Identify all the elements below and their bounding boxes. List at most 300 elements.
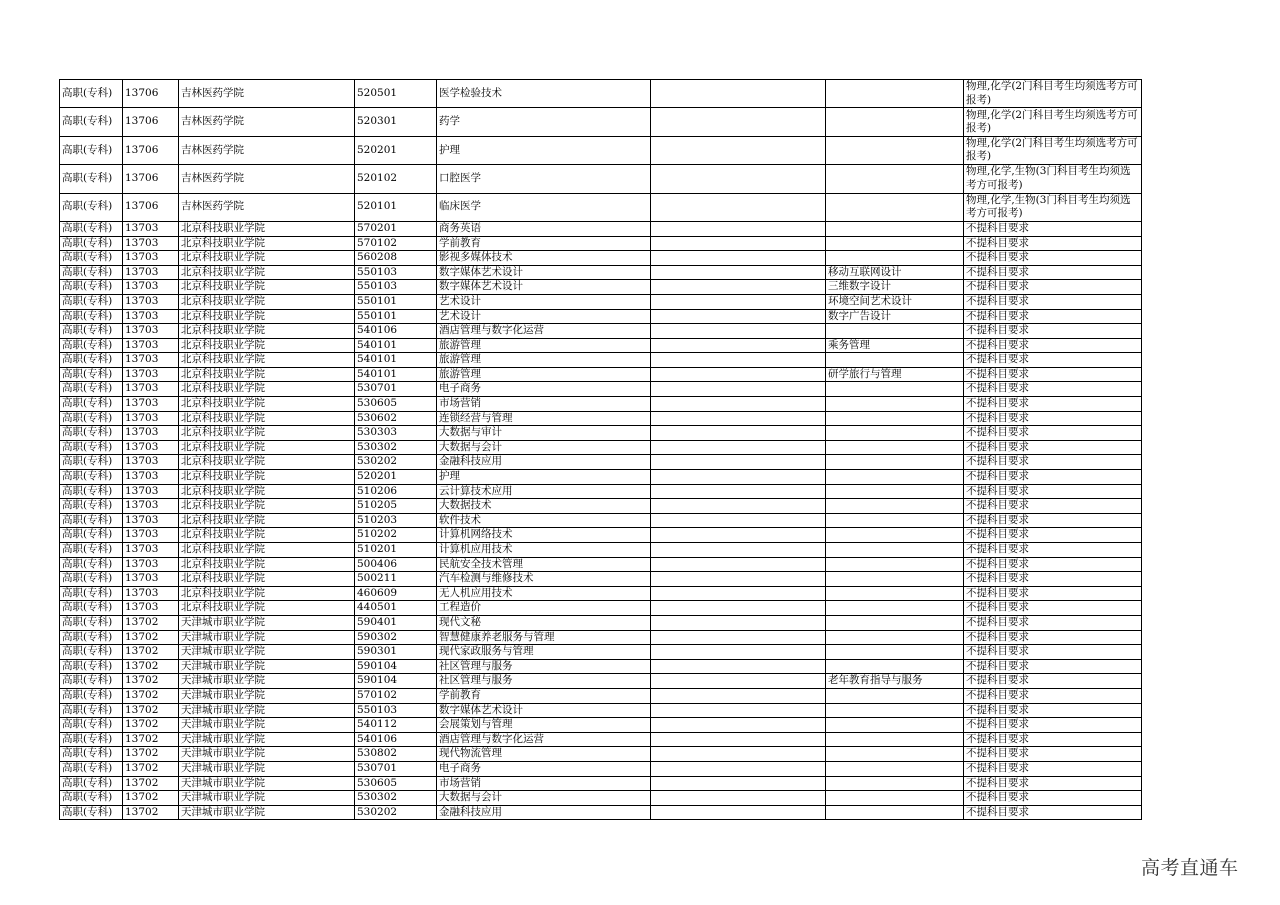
school-code-cell: 13703 [123,338,179,353]
subject-requirement-cell: 不提科目要求 [964,557,1142,572]
school-code-cell: 13703 [123,440,179,455]
school-code-cell: 13703 [123,470,179,485]
school-code-cell: 13703 [123,221,179,236]
major-name-cell: 连锁经营与管理 [437,411,651,426]
table-row [60,528,1142,543]
level-cell: 高职(专科) [60,353,123,368]
level-cell: 高职(专科) [60,572,123,587]
major-code-cell: 550103 [355,703,437,718]
table-row [60,236,1142,251]
school-code-cell: 13703 [123,367,179,382]
school-name-cell: 天津城市职业学院 [179,732,355,747]
extra-cell [651,136,826,164]
extra-cell [651,309,826,324]
level-cell: 高职(专科) [60,108,123,136]
major-code-cell: 500211 [355,572,437,587]
major-name-cell: 金融科技应用 [437,805,651,820]
direction-cell [826,499,964,514]
extra-cell [651,718,826,733]
level-cell: 高职(专科) [60,528,123,543]
major-code-cell: 520102 [355,165,437,193]
level-cell: 高职(专科) [60,630,123,645]
school-code-cell: 13703 [123,557,179,572]
major-name-cell: 计算机网络技术 [437,528,651,543]
level-cell: 高职(专科) [60,440,123,455]
level-cell: 高职(专科) [60,805,123,820]
extra-cell [651,557,826,572]
major-name-cell: 大数据技术 [437,499,651,514]
subject-requirement-cell: 不提科目要求 [964,455,1142,470]
major-name-cell: 艺术设计 [437,294,651,309]
major-code-cell: 540101 [355,367,437,382]
major-name-cell: 影视多媒体技术 [437,251,651,266]
major-name-cell: 现代家政服务与管理 [437,645,651,660]
school-code-cell: 13703 [123,586,179,601]
school-code-cell: 13703 [123,324,179,339]
direction-cell: 乘务管理 [826,338,964,353]
major-code-cell: 550103 [355,280,437,295]
school-name-cell: 北京科技职业学院 [179,484,355,499]
major-name-cell: 数字媒体艺术设计 [437,280,651,295]
school-name-cell: 北京科技职业学院 [179,572,355,587]
school-code-cell: 13703 [123,484,179,499]
major-code-cell: 510201 [355,543,437,558]
subject-requirement-cell: 不提科目要求 [964,309,1142,324]
school-code-cell: 13702 [123,630,179,645]
major-code-cell: 530802 [355,747,437,762]
school-code-cell: 13703 [123,236,179,251]
level-cell: 高职(专科) [60,470,123,485]
school-name-cell: 天津城市职业学院 [179,688,355,703]
level-cell: 高职(专科) [60,265,123,280]
subject-requirement-cell: 不提科目要求 [964,659,1142,674]
major-code-cell: 530605 [355,397,437,412]
level-cell: 高职(专科) [60,426,123,441]
subject-requirement-cell: 物理,化学(2门科目考生均须选考方可报考) [964,80,1142,108]
school-name-cell: 北京科技职业学院 [179,397,355,412]
level-cell: 高职(专科) [60,499,123,514]
school-code-cell: 13703 [123,499,179,514]
level-cell: 高职(专科) [60,309,123,324]
major-code-cell: 530302 [355,791,437,806]
major-name-cell: 社区管理与服务 [437,674,651,689]
direction-cell [826,615,964,630]
level-cell: 高职(专科) [60,703,123,718]
subject-requirement-cell: 不提科目要求 [964,528,1142,543]
subject-requirement-cell: 不提科目要求 [964,484,1142,499]
direction-cell [826,805,964,820]
level-cell: 高职(专科) [60,236,123,251]
major-name-cell: 汽车检测与维修技术 [437,572,651,587]
major-name-cell: 医学检验技术 [437,80,651,108]
extra-cell [651,732,826,747]
table-row [60,645,1142,660]
extra-cell [651,586,826,601]
school-code-cell: 13706 [123,80,179,108]
direction-cell [826,659,964,674]
school-code-cell: 13703 [123,455,179,470]
school-code-cell: 13703 [123,294,179,309]
school-name-cell: 北京科技职业学院 [179,367,355,382]
school-code-cell: 13703 [123,353,179,368]
direction-cell [826,236,964,251]
direction-cell [826,776,964,791]
direction-cell [826,136,964,164]
level-cell: 高职(专科) [60,543,123,558]
subject-requirement-cell: 不提科目要求 [964,236,1142,251]
school-name-cell: 北京科技职业学院 [179,294,355,309]
major-code-cell: 530202 [355,455,437,470]
school-code-cell: 13703 [123,528,179,543]
direction-cell [826,251,964,266]
table-row [60,426,1142,441]
extra-cell [651,601,826,616]
direction-cell [826,601,964,616]
major-code-cell: 510203 [355,513,437,528]
school-name-cell: 天津城市职业学院 [179,674,355,689]
subject-requirement-cell: 不提科目要求 [964,645,1142,660]
extra-cell [651,484,826,499]
school-name-cell: 北京科技职业学院 [179,426,355,441]
major-code-cell: 530202 [355,805,437,820]
major-code-cell: 540106 [355,732,437,747]
school-code-cell: 13702 [123,674,179,689]
extra-cell [651,338,826,353]
table-row [60,367,1142,382]
major-code-cell: 530602 [355,411,437,426]
major-name-cell: 艺术设计 [437,309,651,324]
extra-cell [651,572,826,587]
table-row [60,732,1142,747]
subject-requirement-cell: 不提科目要求 [964,280,1142,295]
direction-cell: 老年教育指导与服务 [826,674,964,689]
table-row [60,265,1142,280]
school-code-cell: 13703 [123,426,179,441]
school-name-cell: 北京科技职业学院 [179,543,355,558]
direction-cell: 三维数字设计 [826,280,964,295]
subject-requirement-cell: 不提科目要求 [964,513,1142,528]
school-name-cell: 吉林医药学院 [179,136,355,164]
school-name-cell: 北京科技职业学院 [179,557,355,572]
school-name-cell: 北京科技职业学院 [179,499,355,514]
school-code-cell: 13703 [123,309,179,324]
level-cell: 高职(专科) [60,484,123,499]
school-name-cell: 天津城市职业学院 [179,615,355,630]
table-row [60,499,1142,514]
table-row [60,557,1142,572]
school-code-cell: 13703 [123,543,179,558]
level-cell: 高职(专科) [60,221,123,236]
major-code-cell: 540112 [355,718,437,733]
subject-requirement-cell: 不提科目要求 [964,251,1142,266]
table-row [60,294,1142,309]
subject-requirement-cell: 不提科目要求 [964,615,1142,630]
extra-cell [651,265,826,280]
major-name-cell: 市场营销 [437,776,651,791]
school-name-cell: 吉林医药学院 [179,193,355,221]
level-cell: 高职(专科) [60,324,123,339]
extra-cell [651,630,826,645]
level-cell: 高职(专科) [60,382,123,397]
table-row [60,165,1142,193]
table-row [60,324,1142,339]
major-name-cell: 现代物流管理 [437,747,651,762]
school-code-cell: 13706 [123,108,179,136]
table-row [60,601,1142,616]
major-name-cell: 数字媒体艺术设计 [437,703,651,718]
level-cell: 高职(专科) [60,367,123,382]
table-row [60,193,1142,221]
level-cell: 高职(专科) [60,136,123,164]
table-row [60,470,1142,485]
extra-cell [651,703,826,718]
table-row [60,80,1142,108]
subject-requirement-cell: 不提科目要求 [964,411,1142,426]
school-code-cell: 13702 [123,615,179,630]
subject-requirement-cell: 不提科目要求 [964,601,1142,616]
major-code-cell: 540106 [355,324,437,339]
table-row [60,136,1142,164]
major-code-cell: 510202 [355,528,437,543]
major-code-cell: 460609 [355,586,437,601]
major-name-cell: 智慧健康养老服务与管理 [437,630,651,645]
level-cell: 高职(专科) [60,732,123,747]
school-name-cell: 天津城市职业学院 [179,805,355,820]
subject-requirement-cell: 不提科目要求 [964,718,1142,733]
direction-cell [826,761,964,776]
direction-cell [826,353,964,368]
level-cell: 高职(专科) [60,659,123,674]
level-cell: 高职(专科) [60,761,123,776]
school-name-cell: 北京科技职业学院 [179,251,355,266]
extra-cell [651,688,826,703]
direction-cell [826,470,964,485]
extra-cell [651,543,826,558]
direction-cell [826,80,964,108]
school-name-cell: 吉林医药学院 [179,165,355,193]
direction-cell [826,688,964,703]
extra-cell [651,761,826,776]
subject-requirement-cell: 不提科目要求 [964,674,1142,689]
table-row [60,805,1142,820]
extra-cell [651,440,826,455]
major-name-cell: 学前教育 [437,236,651,251]
direction-cell [826,221,964,236]
direction-cell [826,586,964,601]
school-code-cell: 13706 [123,165,179,193]
admission-requirements-table [59,79,1142,820]
school-name-cell: 北京科技职业学院 [179,353,355,368]
major-name-cell: 软件技术 [437,513,651,528]
level-cell: 高职(专科) [60,615,123,630]
major-code-cell: 570102 [355,688,437,703]
subject-requirement-cell: 物理,化学,生物(3门科目考生均须选考方可报考) [964,193,1142,221]
table-row [60,411,1142,426]
major-name-cell: 工程造价 [437,601,651,616]
school-code-cell: 13702 [123,718,179,733]
school-code-cell: 13703 [123,280,179,295]
table-row [60,221,1142,236]
table-row [60,309,1142,324]
level-cell: 高职(专科) [60,455,123,470]
school-code-cell: 13703 [123,411,179,426]
extra-cell [651,513,826,528]
level-cell: 高职(专科) [60,165,123,193]
extra-cell [651,324,826,339]
extra-cell [651,499,826,514]
subject-requirement-cell: 不提科目要求 [964,265,1142,280]
major-name-cell: 无人机应用技术 [437,586,651,601]
school-code-cell: 13703 [123,397,179,412]
major-name-cell: 酒店管理与数字化运营 [437,324,651,339]
major-code-cell: 550103 [355,265,437,280]
school-name-cell: 北京科技职业学院 [179,280,355,295]
extra-cell [651,382,826,397]
level-cell: 高职(专科) [60,645,123,660]
subject-requirement-cell: 不提科目要求 [964,367,1142,382]
school-name-cell: 北京科技职业学院 [179,309,355,324]
school-code-cell: 13706 [123,136,179,164]
direction-cell [826,513,964,528]
extra-cell [651,659,826,674]
extra-cell [651,411,826,426]
major-code-cell: 520501 [355,80,437,108]
level-cell: 高职(专科) [60,251,123,266]
extra-cell [651,470,826,485]
subject-requirement-cell: 物理,化学,生物(3门科目考生均须选考方可报考) [964,165,1142,193]
level-cell: 高职(专科) [60,557,123,572]
level-cell: 高职(专科) [60,513,123,528]
major-name-cell: 大数据与审计 [437,426,651,441]
major-code-cell: 590401 [355,615,437,630]
direction-cell [826,572,964,587]
school-code-cell: 13703 [123,601,179,616]
major-code-cell: 590302 [355,630,437,645]
table-row [60,440,1142,455]
extra-cell [651,397,826,412]
direction-cell [826,382,964,397]
level-cell: 高职(专科) [60,193,123,221]
major-code-cell: 550101 [355,309,437,324]
subject-requirement-cell: 不提科目要求 [964,382,1142,397]
major-code-cell: 530605 [355,776,437,791]
direction-cell [826,165,964,193]
extra-cell [651,805,826,820]
direction-cell [826,645,964,660]
school-name-cell: 天津城市职业学院 [179,776,355,791]
school-name-cell: 北京科技职业学院 [179,440,355,455]
school-code-cell: 13702 [123,776,179,791]
major-name-cell: 民航安全技术管理 [437,557,651,572]
subject-requirement-cell: 不提科目要求 [964,353,1142,368]
subject-requirement-cell: 物理,化学(2门科目考生均须选考方可报考) [964,108,1142,136]
school-name-cell: 北京科技职业学院 [179,455,355,470]
major-code-cell: 510206 [355,484,437,499]
table-row [60,674,1142,689]
major-code-cell: 550101 [355,294,437,309]
major-code-cell: 590104 [355,659,437,674]
direction-cell [826,732,964,747]
table-row [60,688,1142,703]
subject-requirement-cell: 不提科目要求 [964,630,1142,645]
extra-cell [651,426,826,441]
subject-requirement-cell: 不提科目要求 [964,703,1142,718]
major-name-cell: 电子商务 [437,382,651,397]
subject-requirement-cell: 不提科目要求 [964,732,1142,747]
major-code-cell: 530701 [355,761,437,776]
extra-cell [651,108,826,136]
major-code-cell: 500406 [355,557,437,572]
subject-requirement-cell: 不提科目要求 [964,805,1142,820]
major-code-cell: 560208 [355,251,437,266]
major-name-cell: 护理 [437,470,651,485]
level-cell: 高职(专科) [60,411,123,426]
subject-requirement-cell: 不提科目要求 [964,499,1142,514]
direction-cell [826,557,964,572]
subject-requirement-cell: 不提科目要求 [964,543,1142,558]
school-code-cell: 13703 [123,572,179,587]
major-name-cell: 会展策划与管理 [437,718,651,733]
major-name-cell: 大数据与会计 [437,791,651,806]
table-row [60,747,1142,762]
major-code-cell: 510205 [355,499,437,514]
table-row [60,630,1142,645]
direction-cell [826,791,964,806]
extra-cell [651,776,826,791]
direction-cell: 环境空间艺术设计 [826,294,964,309]
table-row [60,586,1142,601]
school-code-cell: 13703 [123,251,179,266]
level-cell: 高职(专科) [60,397,123,412]
level-cell: 高职(专科) [60,294,123,309]
school-name-cell: 北京科技职业学院 [179,338,355,353]
direction-cell [826,193,964,221]
school-code-cell: 13703 [123,513,179,528]
major-name-cell: 旅游管理 [437,353,651,368]
direction-cell [826,411,964,426]
level-cell: 高职(专科) [60,747,123,762]
subject-requirement-cell: 不提科目要求 [964,440,1142,455]
school-name-cell: 北京科技职业学院 [179,470,355,485]
subject-requirement-cell: 不提科目要求 [964,338,1142,353]
school-name-cell: 北京科技职业学院 [179,586,355,601]
direction-cell [826,747,964,762]
school-code-cell: 13702 [123,703,179,718]
school-name-cell: 天津城市职业学院 [179,659,355,674]
table-row [60,572,1142,587]
school-code-cell: 13702 [123,732,179,747]
extra-cell [651,747,826,762]
table-row [60,513,1142,528]
major-name-cell: 商务英语 [437,221,651,236]
direction-cell [826,484,964,499]
table-row [60,776,1142,791]
major-code-cell: 570201 [355,221,437,236]
level-cell: 高职(专科) [60,718,123,733]
subject-requirement-cell: 不提科目要求 [964,397,1142,412]
major-name-cell: 数字媒体艺术设计 [437,265,651,280]
level-cell: 高职(专科) [60,776,123,791]
level-cell: 高职(专科) [60,601,123,616]
direction-cell [826,543,964,558]
subject-requirement-cell: 不提科目要求 [964,572,1142,587]
major-name-cell: 大数据与会计 [437,440,651,455]
school-code-cell: 13703 [123,382,179,397]
table-row [60,280,1142,295]
major-name-cell: 云计算技术应用 [437,484,651,499]
table-row [60,353,1142,368]
school-name-cell: 天津城市职业学院 [179,645,355,660]
